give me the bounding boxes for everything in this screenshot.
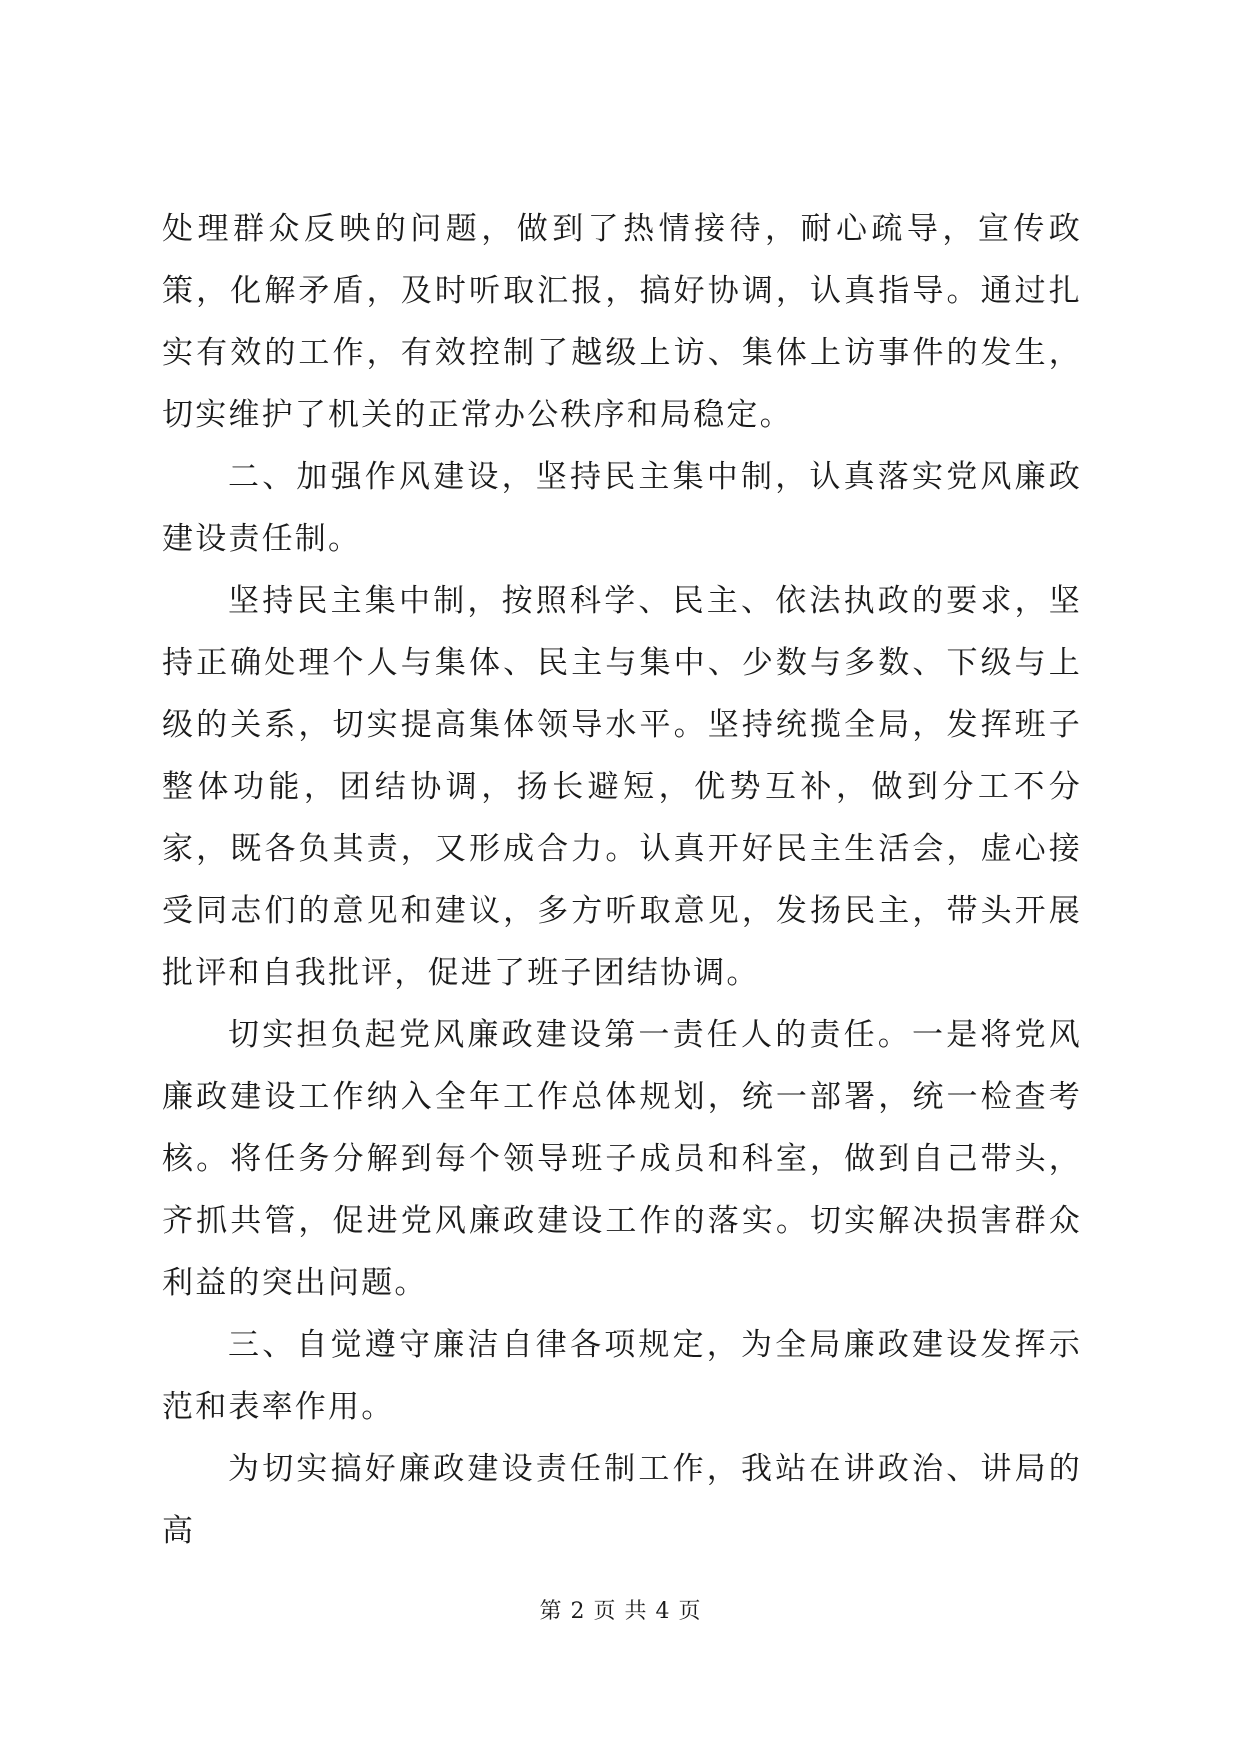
- section-heading-two: 二、加强作风建设，坚持民主集中制，认真落实党风廉政建设责任制。: [162, 459, 1082, 557]
- section-heading-three: 三、自觉遵守廉洁自律各项规定，为全局廉政建设发挥示范和表率作用。: [162, 1327, 1082, 1425]
- paragraph-continuation: 处理群众反映的问题，做到了热情接待，耐心疏导，宣传政策，化解矛盾，及时听取汇报，搞好协调，认真指导。通过扎实有效的工作，有效控制了越级上访、集体上访事件的发生，切实维护了机关的正常办公秩序和局稳定。: [162, 211, 1082, 433]
- paragraph-integrity: 为切实搞好廉政建设责任制工作，我站在讲政治、讲局的高: [162, 1451, 1082, 1549]
- paragraph-democratic-centralism: 坚持民主集中制，按照科学、民主、依法执政的要求，坚持正确处理个人与集体、民主与集中、少数与多数、下级与上级的关系，切实提高集体领导水平。坚持统揽全局，发挥班子整体功能，团结协调，扬长避短，优势互补，做到分工不分家，既各负其责，又形成合力。认真开好民主生活会，虚心接受同志们的意见和建议，多方听取意见，发扬民主，带头开展批评和自我批评，促进了班子团结协调。: [162, 583, 1082, 991]
- page-footer: 第 2 页 共 4 页: [539, 1599, 702, 1624]
- document-body: [162, 198, 1082, 1562]
- paragraph-responsibility: 切实担负起党风廉政建设第一责任人的责任。一是将党风廉政建设工作纳入全年工作总体规划，统一部署，统一检查考核。将任务分解到每个领导班子成员和科室，做到自己带头，齐抓共管，促进党风廉政建设工作的落实。切实解决损害群众利益的突出问题。: [162, 1017, 1082, 1301]
